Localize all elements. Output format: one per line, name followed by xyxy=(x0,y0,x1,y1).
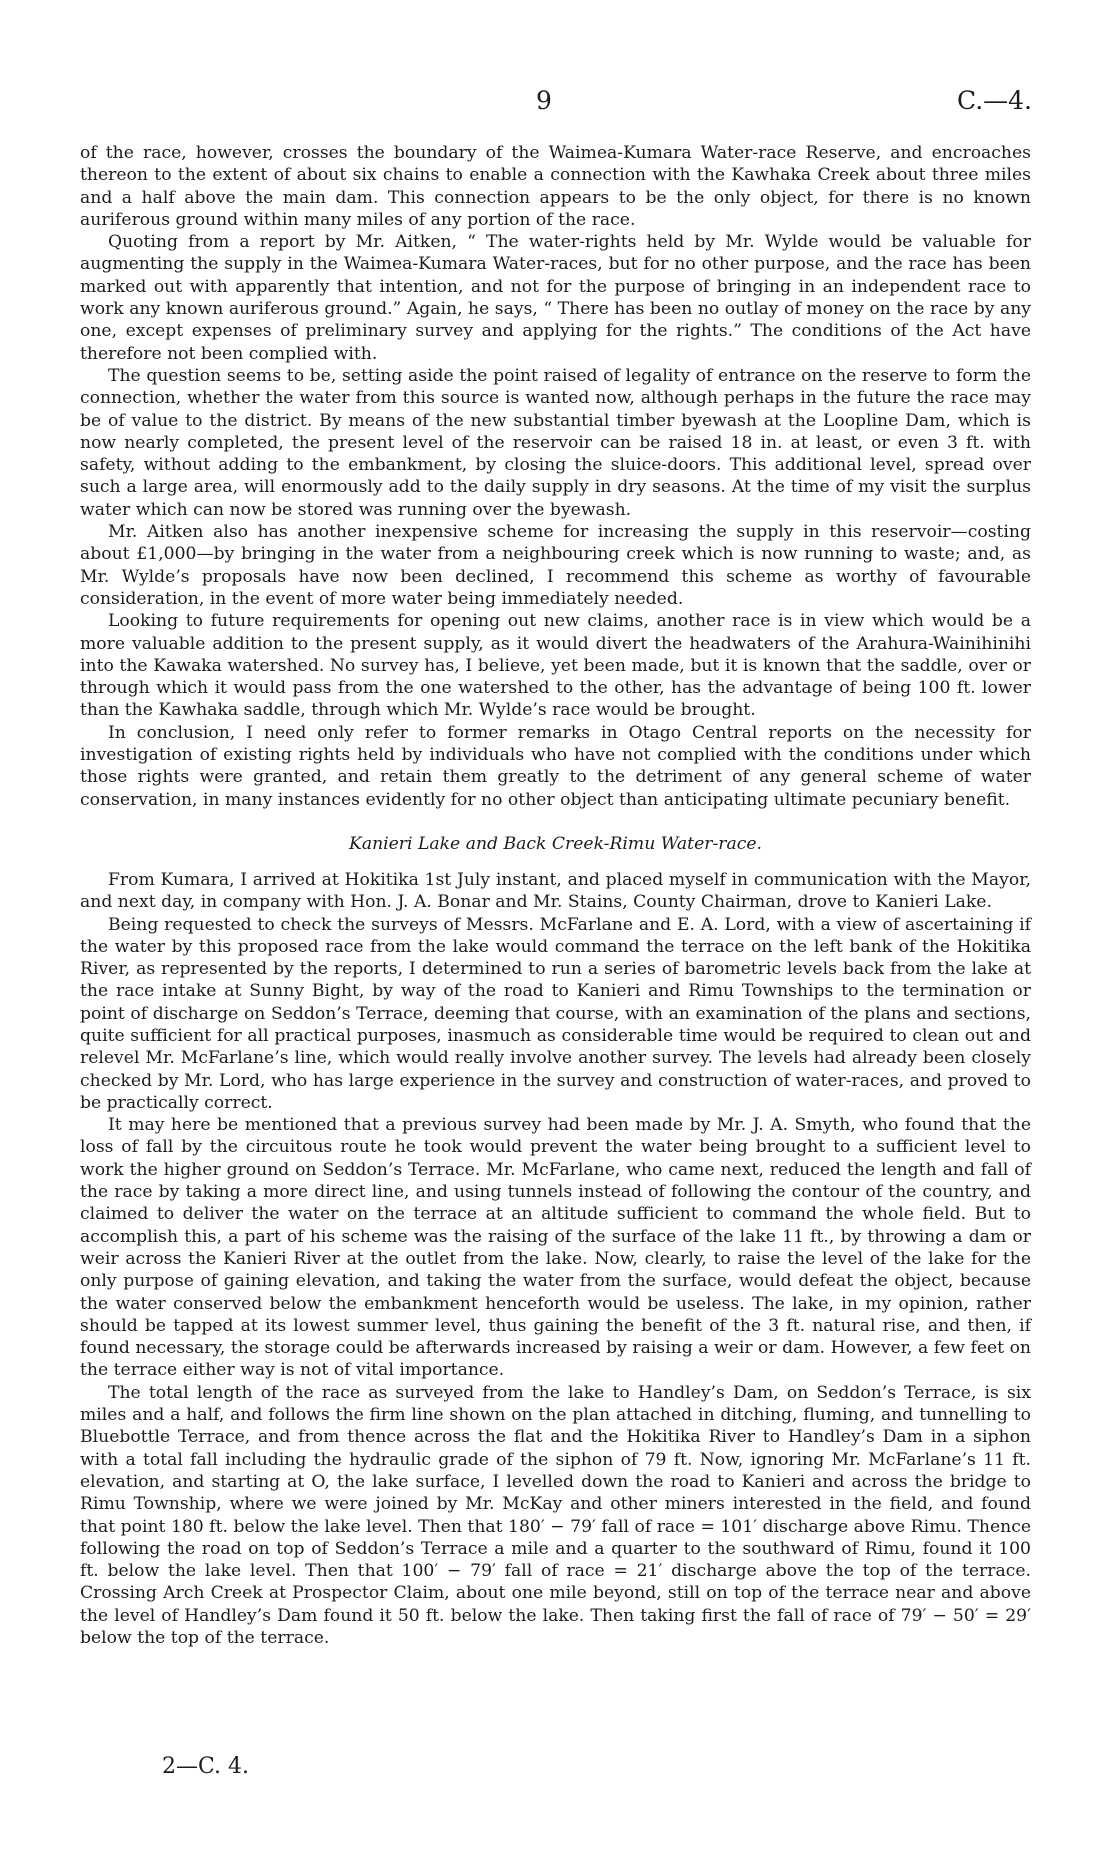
body-text xyxy=(80,142,1031,1649)
paragraph: In conclusion, I need only refer to former remarks in Otago Central reports on the necessity for investigation of existing rights held by individuals who have not complied with the conditions under which those rights were granted, and retain them greatly to the detriment of any general scheme of water conservation, in many instances evidently for no other object than anticipating ultimate pecuniary benefit. xyxy=(80,722,1031,810)
section-heading: Kanieri Lake and Back Creek-Rimu Water-race. xyxy=(348,833,763,854)
paragraph: Mr. Aitken also has another inexpensive scheme for increasing the supply in this reservoir—costing about £1,000—by bringing in the water from a neighbouring creek which is now running to waste; and, as Mr. Wylde’s proposals have now been declined, I recommend this scheme as worthy of favourable consideration, in the event of more water being immediately needed. xyxy=(80,522,1031,609)
paragraph: Looking to future requirements for opening out new claims, another race is in view which would be a more valuable addition to the present supply, as it would divert the headwaters of the Arahura-Wainihinihi into the Kawaka watershed. No survey has, I believe, yet been made, but it is known that the saddle, over or through which it would pass from the one watershed to the other, has the advantage of being 100 ft. lower than the Kawhaka saddle, through which Mr. Wylde’s race would be brought. xyxy=(80,611,1031,721)
page-header xyxy=(0,86,1114,126)
page-number: 9 xyxy=(536,86,552,115)
paragraph: It may here be mentioned that a previous survey had been made by Mr. J. A. Smyth, who found that the loss of fall by the circuitous route he took would prevent the water being brought to a sufficient level to work the higher ground on Seddon’s Terrace. Mr. McFarlane, who came next, reduced the length and fall of the race by taking a more direct line, and using tunnels instead of following the contour of the country, and claimed to deliver the water on the terrace at an altitude sufficient to command the whole field. But to accomplish this, a part of his scheme was the raising of the surface of the lake 11 ft., by throwing a dam or weir across the Kanieri River at the outlet from the lake. Now, clearly, to raise the level of the lake for the only purpose of gaining elevation, and taking the water from the surface, would defeat the object, because the water conserved below the embankment henceforth would be useless. The lake, in my opinion, rather should be tapped at its lowest summer level, thus gaining the benefit of the 3 ft. natural rise, and then, if found necessary, the storage could be afterwards increased by raising a weir or dam. However, a few feet on the terrace either way is not of vital importance. xyxy=(80,1115,1031,1381)
paragraph: Being requested to check the surveys of Messrs. McFarlane and E. A. Lord, with a view of ascertaining if the water by this proposed race from the lake would command the terrace on the left bank of the Hokitika River, as represented by the reports, I determined to run a series of barometric levels back from the lake at the race intake at Sunny Bight, by way of the road to Kanieri and Rimu Townships to the termination or point of discharge on Seddon’s Terrace, deeming that course, with an examination of the plans and sections, quite sufficient for all practical purposes, inasmuch as considerable time would be required to clean out and relevel Mr. McFarlane’s line, which would really involve another survey. The levels had already been closely checked by Mr. Lord, who has large experience in the survey and construction of water-races, and proved to be practically correct. xyxy=(80,914,1031,1113)
document-code: C.—4. xyxy=(956,86,1032,115)
paragraph: The question seems to be, setting aside the point raised of legality of entrance on the reserve to form the connection, whether the water from this source is wanted now, although perhaps in the future the race may be of value to the district. By means of the new substantial timber byewash at the Loopline Dam, which is now nearly completed, the present level of the reservoir can be raised 18 in. at least, or even 3 ft. with safety, without adding to the embankment, by closing the sluice-doors. This additional level, spread over such a large area, will enormously add to the daily supply in dry seasons. At the time of my visit the surplus water which can now be stored was running over the byewash. xyxy=(80,365,1031,520)
paragraph: of the race, however, crosses the boundary of the Waimea-Kumara Water-race Reserve, and encroaches thereon to the extent of about six chains to enable a connection with the Kawhaka Creek about three miles and a half above the main dam. This connection appears to be the only object, for there is no known auriferous ground within many miles of any portion of the race. xyxy=(80,143,1031,230)
paragraph: From Kumara, I arrived at Hokitika 1st July instant, and placed myself in communication with the Mayor, and next day, in company with Hon. J. A. Bonar and Mr. Stains, County Chairman, drove to Kanieri Lake. xyxy=(80,869,1031,913)
paragraph: Quoting from a report by Mr. Aitken, “ The water-rights held by Mr. Wylde would be valuable for augmenting the supply in the Waimea-Kumara Water-races, but for no other purpose, and the race has been marked out with apparently that intention, and not for the purpose of bringing in an independent race to work any known auriferous ground.” Again, he says, “ There has been no outlay of money on the race by any one, except expenses of preliminary survey and applying for the rights.” The conditions of the Act have therefore not been complied with. xyxy=(80,232,1031,364)
signature-mark: 2—C. 4. xyxy=(162,1754,250,1779)
paragraph: The total length of the race as surveyed from the lake to Handley’s Dam, on Seddon’s Terrace, is six miles and a half, and follows the firm line shown on the plan attached in ditching, fluming, and tunnelling to Bluebottle Terrace, and from thence across the flat and the Hokitika River to Handley’s Dam in a siphon with a total fall including the hydraulic grade of the siphon of 79 ft. Now, ignoring Mr. McFarlane’s 11 ft. elevation, and starting at O, the lake surface, I levelled down the road to Kanieri and across the bridge to Rimu Township, where we were joined by Mr. McKay and other miners interested in the field, and found that point 180 ft. below the lake level. Then that 180′ − 79′ fall of race = 101′ discharge above Rimu. Thence following the road on top of Seddon’s Terrace a mile and a quarter to the southward of Rimu, found it 100 ft. below the lake level. Then that 100′ − 79′ fall of race = 21′ discharge above the top of the terrace. Crossing Arch Creek at Prospector Claim, about one mile beyond, still on top of the terrace near and above the level of Handley’s Dam found it 50 ft. below the lake. Then taking first the fall of race of 79′ − 50′ = 29′ below the top of the terrace. xyxy=(80,1382,1031,1648)
